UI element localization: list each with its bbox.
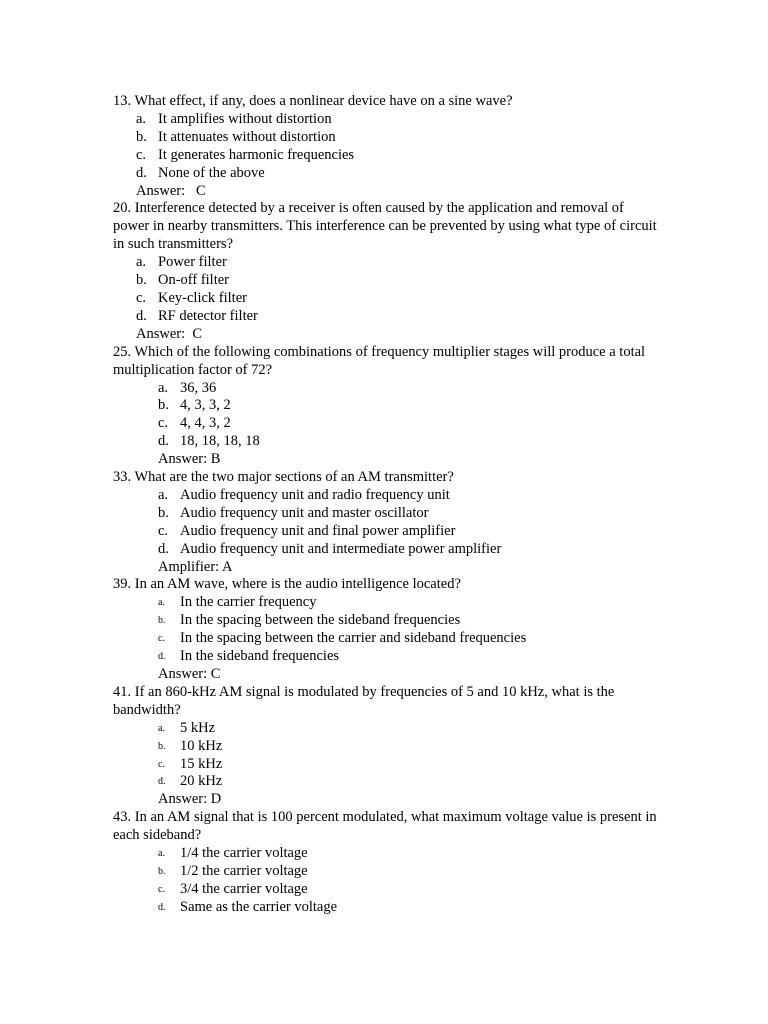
option-text: Audio frequency unit and master oscillator [180,504,429,521]
option-label: d. [158,651,166,663]
option-label: b. [158,504,169,521]
answer-option [113,397,658,415]
option-label: c. [158,415,169,432]
question-block [113,344,658,469]
answer-option [113,165,658,183]
answer-option [113,415,658,433]
option-text: On-off filter [158,272,229,289]
option-label: d. [158,901,166,913]
option-label: a. [158,597,165,609]
answer-option [113,899,658,917]
answer-option [113,487,658,505]
answer-option [113,845,658,863]
question-text: 33. What are the two major sections of an AM transmitter? [113,469,454,486]
option-label: c. [136,146,147,163]
option-label: d. [158,776,166,788]
option-text: It attenuates without distortion [158,128,336,145]
answer-option [113,523,658,541]
option-text: In the sideband frequencies [180,648,340,665]
option-text: It generates harmonic frequencies [158,146,355,163]
answer-option [113,308,658,326]
answer-option [113,612,658,630]
option-label: b. [136,272,147,289]
option-text: Audio frequency unit and final power amplifier [180,522,456,539]
question-block [113,809,658,916]
question-text: 13. What effect, if any, does a nonlinear device have on a sine wave? [113,93,513,109]
answer-option [113,594,658,612]
answer-option [113,881,658,899]
option-text: Power filter [158,254,227,271]
option-text: 3/4 the carrier voltage [180,880,308,897]
question-text: 39. In an AM wave, where is the audio intelligence located? [113,576,461,593]
option-label: b. [136,128,147,145]
question-text: 41. If an 860-kHz AM signal is modulated by frequencies of 5 and 10 kHz, what is the bandwidth? [113,683,615,718]
option-text: 5 kHz [180,719,216,736]
option-text: 15 kHz [180,755,223,772]
answer-option [113,380,658,398]
answer-option [113,147,658,165]
option-label: c. [158,758,165,770]
answer-option [113,433,658,451]
option-text: RF detector filter [158,307,258,324]
option-label: a. [158,848,165,860]
option-text: 20 kHz [180,773,223,790]
answer-option [113,129,658,147]
answer-option [113,505,658,523]
option-label: a. [158,722,165,734]
answer-option [113,290,658,308]
option-text: 4, 4, 3, 2 [180,415,231,432]
answer-option [113,738,658,756]
answer-line: Answer: C [158,666,221,682]
option-label: a. [136,254,147,271]
option-text: 10 kHz [180,737,223,754]
answer-option [113,648,658,666]
answer-line: Answer: C [136,182,206,199]
option-label: a. [158,486,169,503]
option-label: c. [136,289,147,306]
option-text: In the carrier frequency [180,594,317,611]
answer-option [113,630,658,648]
option-label: b. [158,615,166,627]
option-text: None of the above [158,164,265,181]
question-text: 20. Interference detected by a receiver is often caused by the application and removal of power in nearby transmitters. This interference can be prevented by using what type of circuit in such transmitters? [113,200,657,253]
option-text: 18, 18, 18, 18 [180,433,260,450]
question-block [113,576,658,683]
option-label: b. [158,397,169,414]
answer-line: Answer: D [158,791,222,808]
option-label: b. [158,865,166,877]
question-text: 25. Which of the following combinations of frequency multiplier stages will produce a total multiplication factor of 72? [113,343,646,378]
document-page [113,93,658,917]
option-label: d. [136,307,147,324]
option-text: Same as the carrier voltage [180,898,338,915]
option-label: b. [158,740,166,752]
answer-line: Answer: C [136,325,203,342]
option-text: In the spacing between the carrier and sideband frequencies [180,630,527,647]
option-text: 36, 36 [180,379,217,396]
option-text: It amplifies without distortion [158,110,332,127]
option-label: c. [158,633,165,645]
option-text: 1/2 the carrier voltage [180,862,308,879]
option-text: 1/4 the carrier voltage [180,845,308,862]
question-text: 43. In an AM signal that is 100 percent modulated, what maximum voltage value is present in each sideband? [113,809,657,844]
option-label: a. [158,379,169,396]
option-text: In the spacing between the sideband frequencies [180,612,461,629]
answer-option [113,773,658,791]
option-text: Audio frequency unit and radio frequency unit [180,486,450,503]
option-label: c. [158,883,165,895]
option-label: d. [136,164,147,181]
option-label: d. [158,540,169,557]
answer-option [113,863,658,881]
option-label: c. [158,522,169,539]
option-text: 4, 3, 3, 2 [180,397,231,414]
answer-line: Answer: B [158,451,221,468]
question-block [113,93,658,200]
answer-option [113,756,658,774]
question-block [113,469,658,576]
option-label: a. [136,110,147,127]
option-text: Key-click filter [158,289,247,306]
question-block [113,684,658,809]
option-label: d. [158,433,169,450]
answer-option [113,272,658,290]
answer-option [113,541,658,559]
answer-option [113,111,658,129]
question-block [113,200,658,343]
answer-option [113,254,658,272]
option-text: Audio frequency unit and intermediate power amplifier [180,540,502,557]
answer-line: Amplifier: A [158,558,233,575]
answer-option [113,720,658,738]
